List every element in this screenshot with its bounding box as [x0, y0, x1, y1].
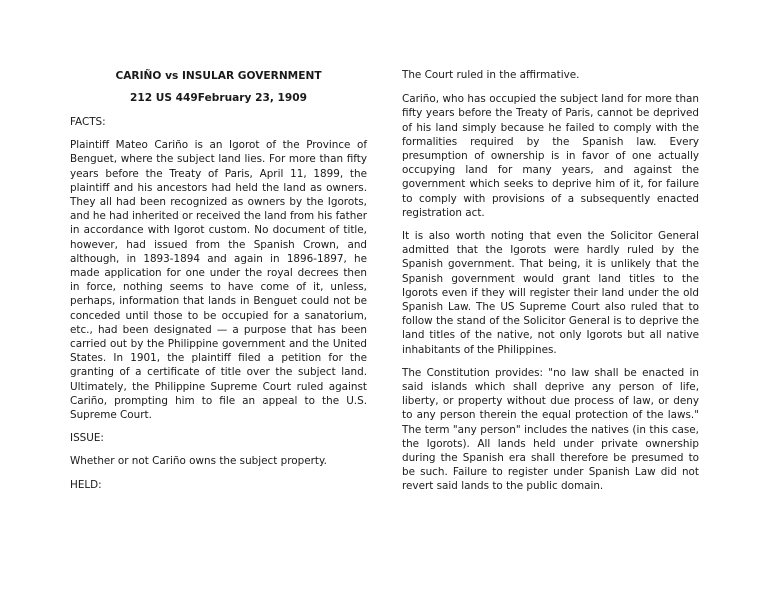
citation-date: February 23, 1909 — [197, 92, 308, 104]
case-title: CARIÑO vs INSULAR GOVERNMENT — [115, 70, 322, 82]
left-column — [70, 66, 367, 501]
held-paragraph-2: It is also worth noting that even the Solicitor General admitted that the Igorots were hardly ruled by the Spanish government. That being, it is unlikely that the Spanish government would grant land titles to the Igorots even if they will register their land under the old Spanish Law. The US Supreme Court also ruled that to follow the stand of the Solicitor General is to deprive the land titles of the native, not only Igorots but all native inhabitants of the Philippines. — [402, 230, 699, 356]
issue-paragraph: Whether or not Cariño owns the subject property. — [70, 455, 327, 468]
issue-label: ISSUE: — [70, 432, 104, 445]
right-column — [402, 66, 699, 503]
facts-paragraph: Plaintiff Mateo Cariño is an Igorot of the Province of Benguet, where the subject land lies. For more than fifty years before the Treaty of Paris, April 11, 1899, the plaintiff and his ancestors had held the land as owners. They all had been recognized as owners by the Igorots, and he had inherited or received the land from his father in accordance with Igorot custom. No document of title, however, had issued from the Spanish Crown, and although, in 1893-1894 and again in 1896-1897, he made application for one under the royal decrees then in force, nothing seems to have come of it, unless, perhaps, information that lands in Benguet could not be conceded until those to be occupied for a sanatorium, etc., had been designated — a purpose that has been carried out by the Philippine government and the United States. In 1901, the plaintiff filed a petition for the granting of a certificate of title over the subject land. Ultimately, the Philippine Supreme Court ruled against Cariño, prompting him to file an appeal to the U.S. Supreme Court. — [70, 139, 367, 422]
citation-reference: 212 US 449 — [129, 92, 198, 104]
held-paragraph-1: Cariño, who has occupied the subject land for more than fifty years before the Treaty of Paris, cannot be deprived of his land simply because he failed to comply with the formalities required by the Spanish law. Every presumption of ownership is in favor of one actually occupying land for many years, and against the government which seeks to deprive him of it, for failure to comply with provisions of a subsequently enacted registration act. — [402, 93, 699, 219]
facts-label: FACTS: — [70, 116, 106, 128]
case-citation — [70, 91, 367, 105]
ruling-paragraph: The Court ruled in the affirmative. — [402, 69, 580, 81]
held-paragraph-3: The Constitution provides: "no law shall be enacted in said islands which shall deprive any person of life, liberty, or property without due process of law, or deny to any person therein the equal protection of the laws." The term "any person" includes the natives (in this case, the Igorots). All lands held under private ownership during the Spanish era shall therefore be presumed to be such. Failure to register under Spanish Law did not revert said lands to the public domain. — [402, 366, 699, 493]
held-label: HELD: — [70, 478, 102, 491]
